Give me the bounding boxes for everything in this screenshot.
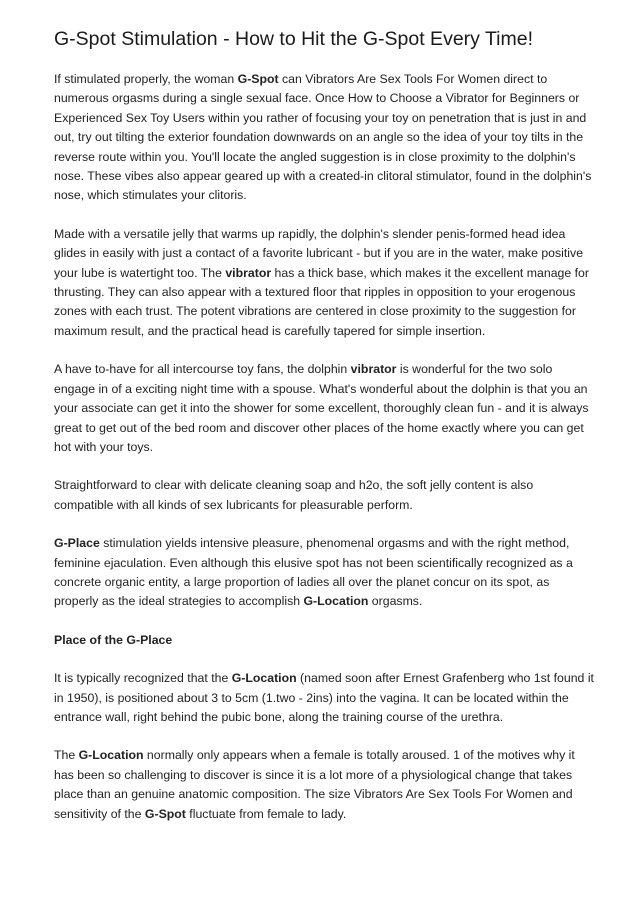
bold-keyword: G-Location: [303, 594, 369, 609]
text-run: It is typically recognized that the: [54, 671, 232, 686]
section-heading: [54, 631, 594, 650]
body-paragraph: [54, 746, 594, 824]
text-run: normally only appears when a female is totally aroused. 1 of the motives why it has been so challenging to discover is since it is a lot more of a physiological change that takes place than an genuine anatomic composition. The size Vibrators Are Sex Tools For Women and sensitivity of the: [54, 748, 575, 821]
text-run: If stimulated properly, the woman: [54, 72, 238, 86]
text-run: can Vibrators Are Sex Tools For Women direct to numerous orgasms during a single sexual face. Once How to Choose a Vibrator for Beginners or Experienced Sex Toy Users within you rather of focusing your toy on penetration that is just in and out, try out tilting the exterior foundation downwards on an angle so the idea of your toy tilts in the reverse route within you. You'll locate the angled suggestion is in close proximity to the dolphin's nose. These vibes also appear geared up with a created-in clitoral stimulator, found in the dolphin's nose, which stimulates your clitoris.: [54, 72, 592, 203]
body-paragraph: [54, 225, 594, 341]
bold-keyword: G-Spot: [237, 72, 279, 86]
text-run: stimulation yields intensive pleasure, phenomenal orgasms and with the right method, feminine ejaculation. Even although this elusive spot has not been scientifically recognized as a concrete organic entity, a large proportion of ladies all over the planet concur on its spot, as properly as the ideal strategies to accomplish: [54, 536, 573, 609]
bold-keyword: G-Location: [231, 671, 297, 686]
document-body: [54, 70, 594, 824]
body-paragraph: [54, 534, 594, 612]
text-run: (named soon after Ernest Grafenberg who 1st found it in 1950), is positioned about 3 to 5cm (1.two - 2ins) into the vagina. It can be located within the entrance wall, right behind the pubic bone, along the training course of the urethra.: [54, 671, 594, 724]
bold-keyword: vibrator: [350, 362, 397, 377]
bold-keyword: G-Place: [54, 536, 100, 551]
document-page: [54, 26, 594, 843]
bold-keyword: vibrator: [225, 265, 272, 280]
text-run: Made with a versatile jelly that warms up rapidly, the dolphin's slender penis-formed head idea glides in easily with just a contact of a favorite lubricant - but if you are in the water, make positive your lube is watertight too. The: [54, 226, 584, 280]
text-run: Straightforward to clear with delicate cleaning soap and h2o, the soft jelly content is also compatible with all kinds of sex lubricants for pleasurable perform.: [54, 478, 534, 512]
body-paragraph: [54, 669, 594, 727]
bold-keyword: Place of the G-Place: [54, 632, 173, 647]
text-run: The: [54, 748, 79, 763]
bold-keyword: G-Spot: [144, 806, 186, 821]
document-title: G-Spot Stimulation - How to Hit the G-Spot Every Time!: [54, 28, 533, 50]
text-run: A have to-have for all intercourse toy fans, the dolphin: [54, 362, 351, 377]
body-paragraph: [54, 476, 594, 515]
body-paragraph: [54, 360, 594, 457]
text-run: is wonderful for the two solo engage in of a exciting night time with a spouse. What's wonderful about the dolphin is that you an your associate can get it into the shower for some excellent, thoroughly clean fun - and it is always great to get out of the bed room and discover other places of the home exactly where you can get hot with your toys.: [54, 362, 589, 454]
text-run: fluctuate from female to lady.: [185, 806, 347, 821]
text-run: has a thick base, which makes it the excellent manage for thrusting. They can also appear with a textured floor that ripples in opposition to your erogenous zones with each trust. The potent vibrations are centered in close proximity to the suggestion for maximum result, and the practical head is carefully tapered for simple insertion.: [54, 265, 589, 338]
body-paragraph: [54, 70, 594, 206]
bold-keyword: G-Location: [78, 748, 144, 763]
text-run: orgasms.: [368, 594, 423, 609]
